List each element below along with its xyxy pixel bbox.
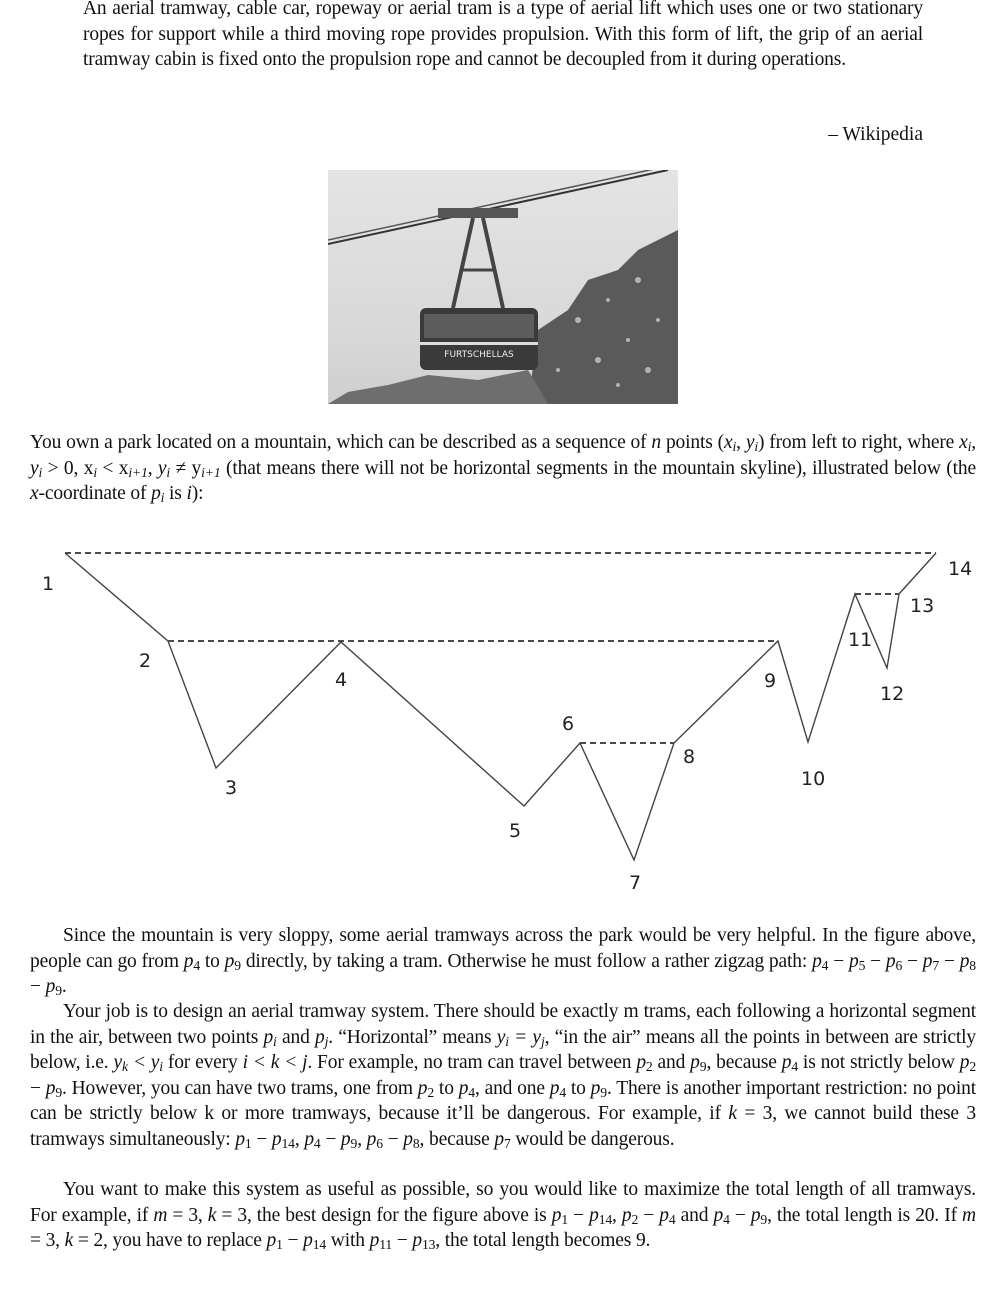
point-label: 5 bbox=[509, 820, 522, 842]
point-label: 8 bbox=[683, 746, 696, 768]
point-label: 13 bbox=[910, 595, 935, 617]
aerial-tramway-photo bbox=[328, 170, 678, 404]
point-label: 10 bbox=[801, 768, 826, 790]
point-label: 12 bbox=[880, 683, 905, 705]
point-label: 7 bbox=[629, 872, 642, 894]
paragraph-job: Your job is to design an aerial tramway system. There should be exactly m trams, each following a horizontal segment in the air, between two points $p_i$ and $p_j$. “Horizontal” means $y_i = y_j$, “in the air” means all the points in between are strictly below, i.e. $y_k < y_i$ for every i < k < j. For example, no tram can travel between $p_2$ and $p_9$, because $p_4$ is not strictly below $p_2 - p_9$. However, you can have two trams, one from $p_2$ to $p_4$, and one $p_4$ to $p_9$. There is another important restriction: no point can be strictly below k or more tramways, because it’ll be dangerous. For example, if k = 3, we cannot build these 3 tramways simultaneously: $p_1 - p_{14}$, $p_4 - p_9$, $p_6 - p_8$, because $p_7$ would be dangerous. bbox=[30, 1001, 977, 1151]
wikipedia-quote: An aerial tramway, cable car, ropeway or aerial tram is a type of aerial lift which uses one or two stationary ropes for support while a third moving rope provides propulsion. With this form of lift, the grip of an aerial tramway cabin is fixed onto the propulsion rope and cannot be decoupled from it during operations. bbox=[83, 0, 923, 70]
point-label: 14 bbox=[948, 558, 973, 580]
paragraph-maximize: You want to make this system as useful as possible, so you would like to maximize the total length of all tramways. For example, if m = 3, k = 3, the best design for the figure above is $p_1 - p_{14}$, $p_2 - p_4$ and $p_4 - p_9$, the total length is 20. If m = 3, k = 2, you have to replace $p_1 - p_{14}$ with $p_{11} - p_{13}$, the total length becomes 9. bbox=[30, 1179, 976, 1252]
paragraph-sloppy: Since the mountain is very sloppy, some aerial tramways across the park would be very helpful. In the figure above, people can go from $p_4$ to $p_9$ directly, by taking a tram. Otherwise he must follow a rather zigzag path: $p_4 - p_5 - p_6 - p_7 - p_8 - p_9$. bbox=[30, 925, 976, 998]
mountain-skyline bbox=[65, 553, 936, 860]
point-label: 1 bbox=[42, 573, 55, 595]
point-label: 2 bbox=[139, 650, 152, 672]
cabin-sign: FURTSCHELLAS bbox=[444, 350, 514, 360]
intro-paragraph: You own a park located on a mountain, which can be described as a sequence of n points ($x_i$, $y_i$) from left to right, where $x_i$, $y_i > 0$, $x_i < x_{i+1}$, $y_i \ne y_{i+1}$ (that means there will not be horizontal segments in the mountain skyline), illustrated below (the x-coordinate of $p_i$ is i): bbox=[30, 432, 976, 505]
point-label: 4 bbox=[335, 669, 348, 691]
quote-attribution: – Wikipedia bbox=[828, 124, 923, 145]
point-labels bbox=[42, 558, 972, 894]
mountain-diagram bbox=[0, 530, 1006, 900]
point-label: 11 bbox=[848, 629, 873, 651]
point-label: 6 bbox=[562, 713, 575, 735]
point-label: 3 bbox=[225, 777, 238, 799]
point-label: 9 bbox=[764, 670, 777, 692]
